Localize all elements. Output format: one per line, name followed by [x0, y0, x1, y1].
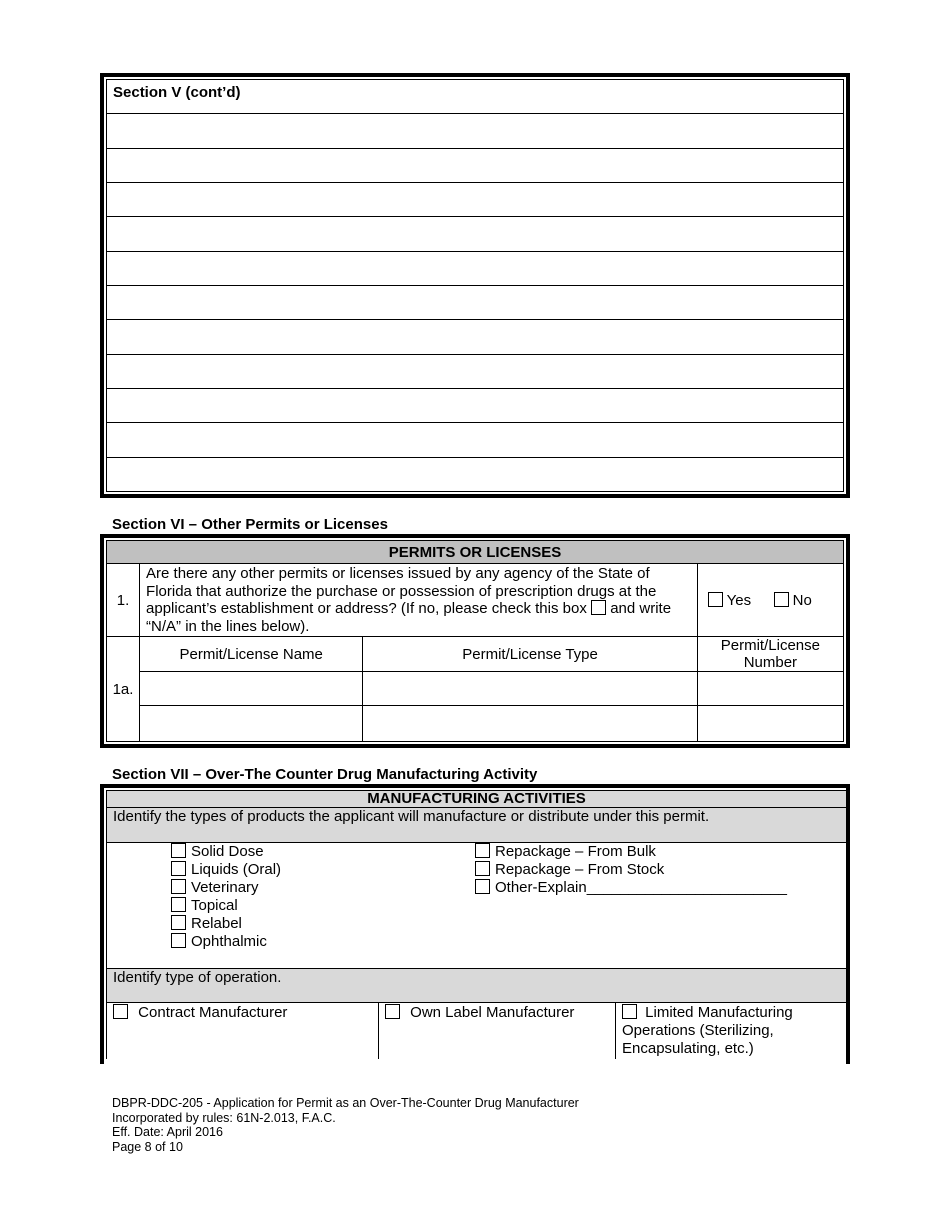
- question-1-text-b: and write “N/A” in the lines below).: [146, 600, 672, 635]
- col-permit-type: Permit/License Type: [363, 637, 697, 672]
- product-checkbox[interactable]: [475, 843, 490, 858]
- products-prompt: Identify the types of products the applicant will manufacture or distribute under this permit.: [107, 808, 847, 843]
- section-v-line[interactable]: [107, 458, 843, 491]
- section-v-line[interactable]: [107, 389, 843, 423]
- products-cell: [107, 843, 847, 969]
- products-left-list: [171, 843, 281, 951]
- permits-table: [106, 540, 844, 742]
- section-v-box: [100, 73, 850, 498]
- yes-no-cell: [697, 564, 843, 637]
- section-v-line[interactable]: [107, 423, 843, 457]
- yes-checkbox[interactable]: [708, 592, 723, 607]
- limited-manufacturing-checkbox[interactable]: [622, 1004, 637, 1019]
- product-label: Liquids (Oral): [191, 861, 282, 878]
- product-label: Repackage – From Bulk: [495, 843, 656, 860]
- section-vii-heading: Section VII – Over-The Counter Drug Manufacturing Activity: [112, 766, 538, 783]
- product-label: Topical: [191, 897, 238, 914]
- operation-limited[interactable]: [616, 1003, 847, 1060]
- section-v-line[interactable]: [107, 320, 843, 354]
- section-vii-box: [100, 784, 850, 1064]
- permit-name-cell[interactable]: [140, 706, 363, 742]
- operation-contract[interactable]: [107, 1003, 379, 1060]
- section-vi-inner: [106, 540, 844, 742]
- product-checkbox[interactable]: [171, 897, 186, 912]
- contract-manufacturer-label: Contract Manufacturer: [138, 1004, 288, 1021]
- activities-table: [106, 790, 847, 1059]
- product-option[interactable]: [171, 843, 281, 861]
- section-v-line[interactable]: [107, 149, 843, 183]
- products-right-list: [475, 843, 787, 897]
- limited-manufacturing-label: Limited Manufacturing Operations (Sterilizing, Encapsulating, etc.): [622, 1004, 793, 1057]
- contract-manufacturer-checkbox[interactable]: [113, 1004, 128, 1019]
- no-label: No: [792, 591, 812, 609]
- permits-table-title: PERMITS OR LICENSES: [107, 541, 844, 564]
- product-checkbox[interactable]: [171, 933, 186, 948]
- own-label-manufacturer-checkbox[interactable]: [385, 1004, 400, 1019]
- product-option[interactable]: [171, 897, 281, 915]
- activities-table-title: MANUFACTURING ACTIVITIES: [107, 791, 847, 808]
- product-label: Veterinary: [191, 879, 259, 896]
- product-checkbox[interactable]: [171, 915, 186, 930]
- product-option[interactable]: [475, 843, 787, 861]
- footer-rules: Incorporated by rules: 61N-2.013, F.A.C.: [112, 1110, 336, 1125]
- permit-number-cell[interactable]: [697, 672, 843, 706]
- section-v-line[interactable]: [107, 252, 843, 286]
- question-1a-number: 1a.: [107, 637, 140, 742]
- section-v-lines: [106, 79, 844, 492]
- section-vi-heading: Section VI – Other Permits or Licenses: [112, 516, 388, 533]
- col-permit-number: Permit/License Number: [697, 637, 843, 672]
- product-checkbox[interactable]: [475, 879, 490, 894]
- product-label: Solid Dose: [191, 843, 264, 860]
- section-vi-box: [100, 534, 850, 748]
- section-v-title-row: [107, 80, 843, 114]
- product-label: Other-Explain________________________: [495, 879, 787, 896]
- permit-type-cell[interactable]: [363, 672, 697, 706]
- product-checkbox[interactable]: [475, 861, 490, 876]
- footer-page-number: Page 8 of 10: [112, 1139, 183, 1154]
- section-v-line[interactable]: [107, 114, 843, 148]
- product-option[interactable]: [171, 879, 281, 897]
- product-label: Ophthalmic: [191, 933, 267, 950]
- product-option[interactable]: [475, 861, 787, 879]
- page-footer: [112, 1096, 579, 1154]
- product-checkbox[interactable]: [171, 879, 186, 894]
- question-1-text: [140, 564, 698, 637]
- yes-label: Yes: [726, 591, 752, 609]
- section-v-line[interactable]: [107, 286, 843, 320]
- section-vii-inner: [106, 790, 844, 1064]
- no-checkbox[interactable]: [774, 592, 789, 607]
- col-permit-name: Permit/License Name: [140, 637, 363, 672]
- operation-own-label[interactable]: [379, 1003, 616, 1060]
- own-label-manufacturer-label: Own Label Manufacturer: [410, 1004, 575, 1021]
- product-option[interactable]: [475, 879, 787, 897]
- footer-eff-date: Eff. Date: April 2016: [112, 1125, 223, 1139]
- section-v-line[interactable]: [107, 355, 843, 389]
- product-checkbox[interactable]: [171, 843, 186, 858]
- product-label: Relabel: [191, 915, 242, 932]
- permit-type-cell[interactable]: [363, 706, 697, 742]
- permit-number-cell[interactable]: [697, 706, 843, 742]
- product-checkbox[interactable]: [171, 861, 186, 876]
- product-label: Repackage – From Stock: [495, 861, 665, 878]
- na-checkbox[interactable]: [591, 600, 606, 615]
- product-option[interactable]: [171, 915, 281, 933]
- footer-form-id: DBPR-DDC-205 - Application for Permit as an Over-The-Counter Drug Manufacturer: [112, 1096, 579, 1110]
- question-1-text-a: Are there any other permits or licenses issued by any agency of the State of Florida that authorize the purchase or possession of prescription drugs at the applicant’s establishment or address? (If no, please check this box: [146, 565, 657, 617]
- product-option[interactable]: [171, 933, 281, 951]
- operation-prompt: Identify type of operation.: [107, 969, 847, 1003]
- question-1-number: 1.: [107, 564, 140, 637]
- permit-name-cell[interactable]: [140, 672, 363, 706]
- section-v-line[interactable]: [107, 183, 843, 217]
- product-option[interactable]: [171, 861, 281, 879]
- section-v-line[interactable]: [107, 217, 843, 251]
- section-v-title: Section V (cont’d): [113, 84, 241, 101]
